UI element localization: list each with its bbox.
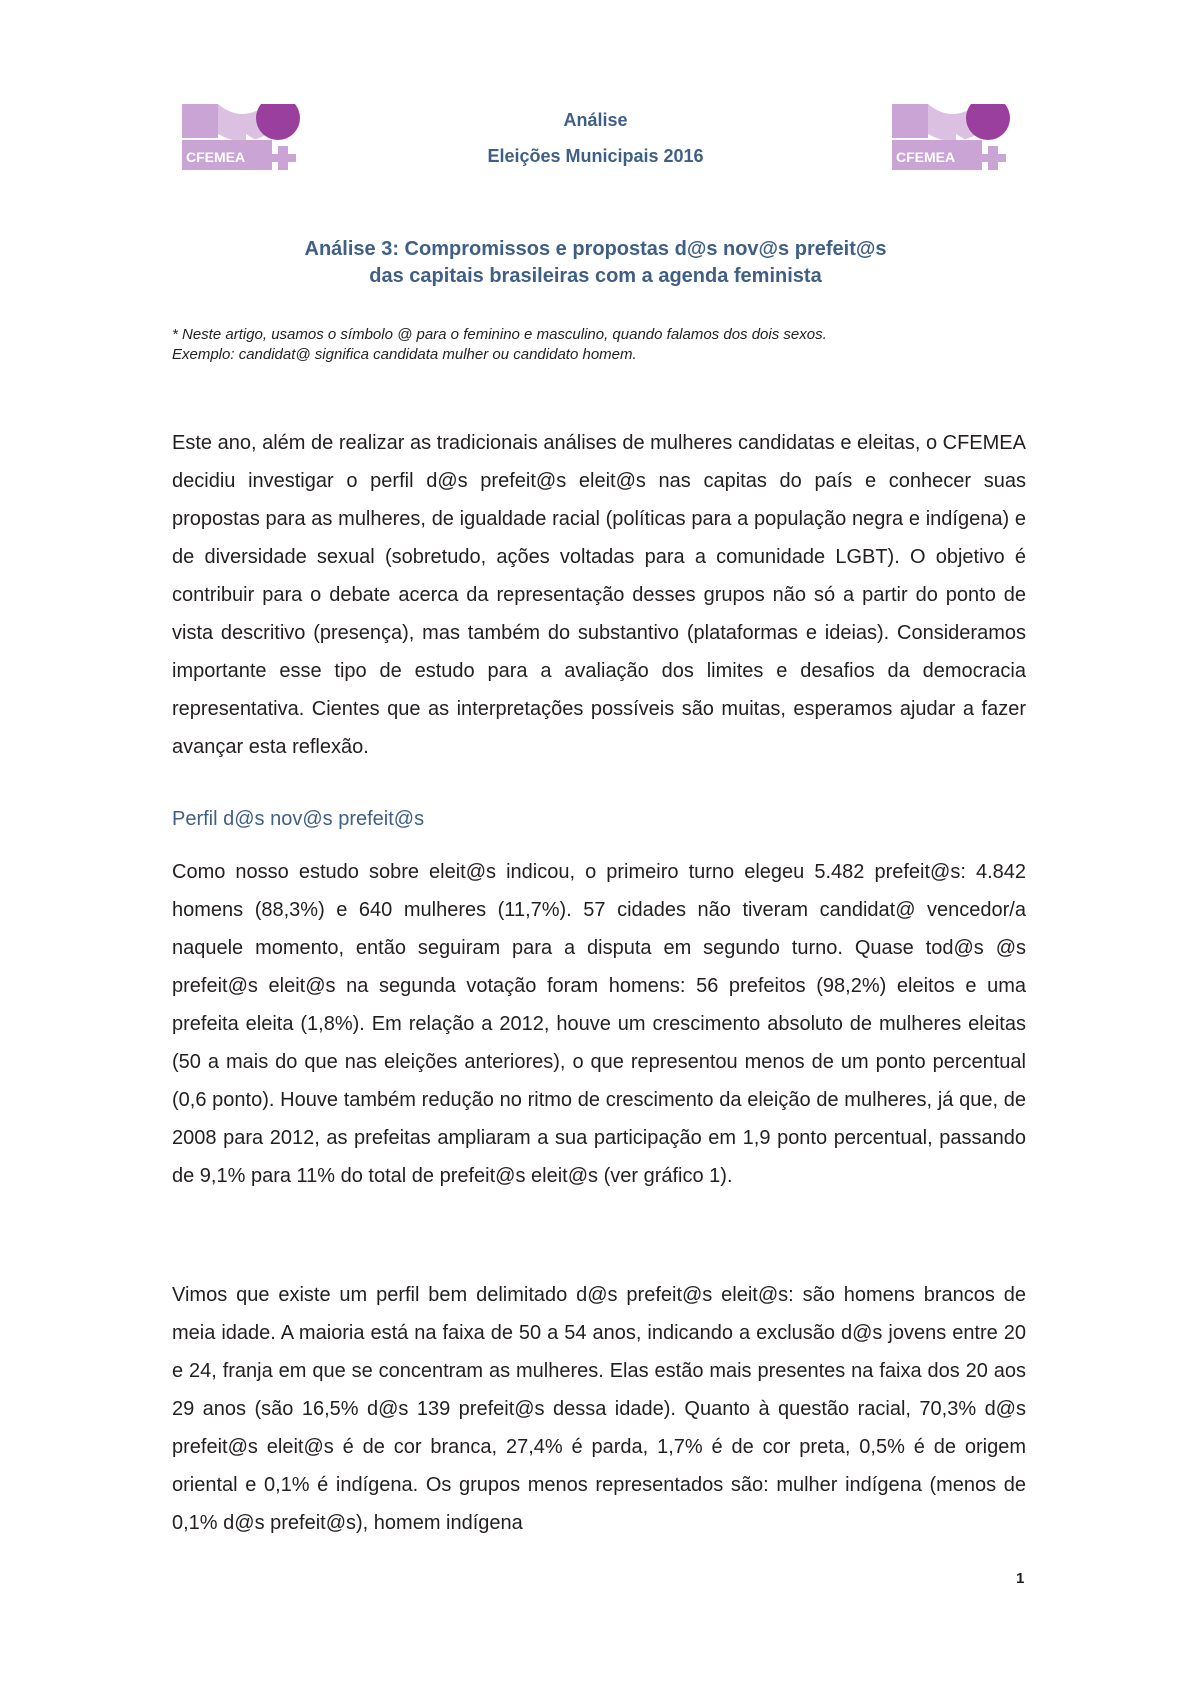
footnote-line-2: Exemplo: candidat@ significa candidata mulher ou candidato homem. [172, 346, 637, 363]
logo-text: CFEMEA [186, 149, 246, 165]
document-title [0, 236, 1191, 290]
page-number: 1 [1016, 1570, 1025, 1587]
paragraph-profile-1: Como nosso estudo sobre eleit@s indicou, o primeiro turno elegeu 5.482 prefeit@s: 4.842 homens (88,3%) e 640 mulheres (11,7%). 57 cidades não tiveram candidat@ vencedor/a naquele momento, então seguiram para a disputa em segundo turno. Quase tod@s @s prefeit@s eleit@s na segunda votação foram homens: 56 prefeitos (98,2%) eleitos e uma prefeita eleita (1,8%). Em relação a 2012, houve um crescimento absoluto de mulheres eleitas (50 a mais do que nas eleições anteriores), o que representou menos de um ponto percentual (0,6 ponto). Houve também redução no ritmo de crescimento da eleição de mulheres, já que, de 2008 para 2012, as prefeitas ampliaram a sua participação em 1,9 ponto percentual, passando de 9,1% para 11% do total de prefeit@s eleit@s (ver gráfico 1). [172, 861, 1026, 1187]
header-election-label: Eleições Municipais 2016 [487, 146, 704, 166]
title-line-2: das capitais brasileiras com a agenda feminista [369, 265, 822, 287]
logo-text: CFEMEA [896, 149, 956, 165]
paragraph-profile-2: Vimos que existe um perfil bem delimitado d@s prefeit@s eleit@s: são homens brancos de meia idade. A maioria está na faixa de 50 a 54 anos, indicando a exclusão d@s jovens entre 20 e 24, franja em que se concentram as mulheres. Elas estão mais presentes na faixa dos 20 aos 29 anos (são 16,5% d@s 139 prefeit@s dessa idade). Quanto à questão racial, 70,3% d@s prefeit@s eleit@s é de cor branca, 27,4% é parda, 1,7% é de cor preta, 0,5% é de origem oriental e 0,1% é indígena. Os grupos menos representados são: mulher indígena (menos de 0,1% d@s prefeit@s), homem indígena [172, 1284, 1026, 1534]
title-line-1: Análise 3: Compromissos e propostas d@s nov@s prefeit@s [304, 238, 887, 260]
header-analysis-label: Análise [563, 110, 628, 130]
footnote-line-1: * Neste artigo, usamos o símbolo @ para o feminino e masculino, quando falamos dos dois sexos. [172, 326, 827, 343]
paragraph-intro: Este ano, além de realizar as tradicionais análises de mulheres candidatas e eleitas, o CFEMEA decidiu investigar o perfil d@s prefeit@s eleit@s nas capitas do país e conhecer suas propostas para as mulheres, de igualdade racial (políticas para a população negra e indígena) e de diversidade sexual (sobretudo, ações voltadas para a comunidade LGBT). O objetivo é contribuir para o debate acerca da representação desses grupos não só a partir do ponto de vista descritivo (presença), mas também do substantivo (plataformas e ideias). Consideramos importante esse tipo de estudo para a avaliação dos limites e desafios da democracia representativa. Cientes que as interpretações possíveis são muitas, esperamos ajudar a fazer avançar esta reflexão. [172, 432, 1026, 758]
footnote [172, 325, 1052, 365]
section-title-profile: Perfil d@s nov@s prefeit@s [172, 808, 425, 830]
